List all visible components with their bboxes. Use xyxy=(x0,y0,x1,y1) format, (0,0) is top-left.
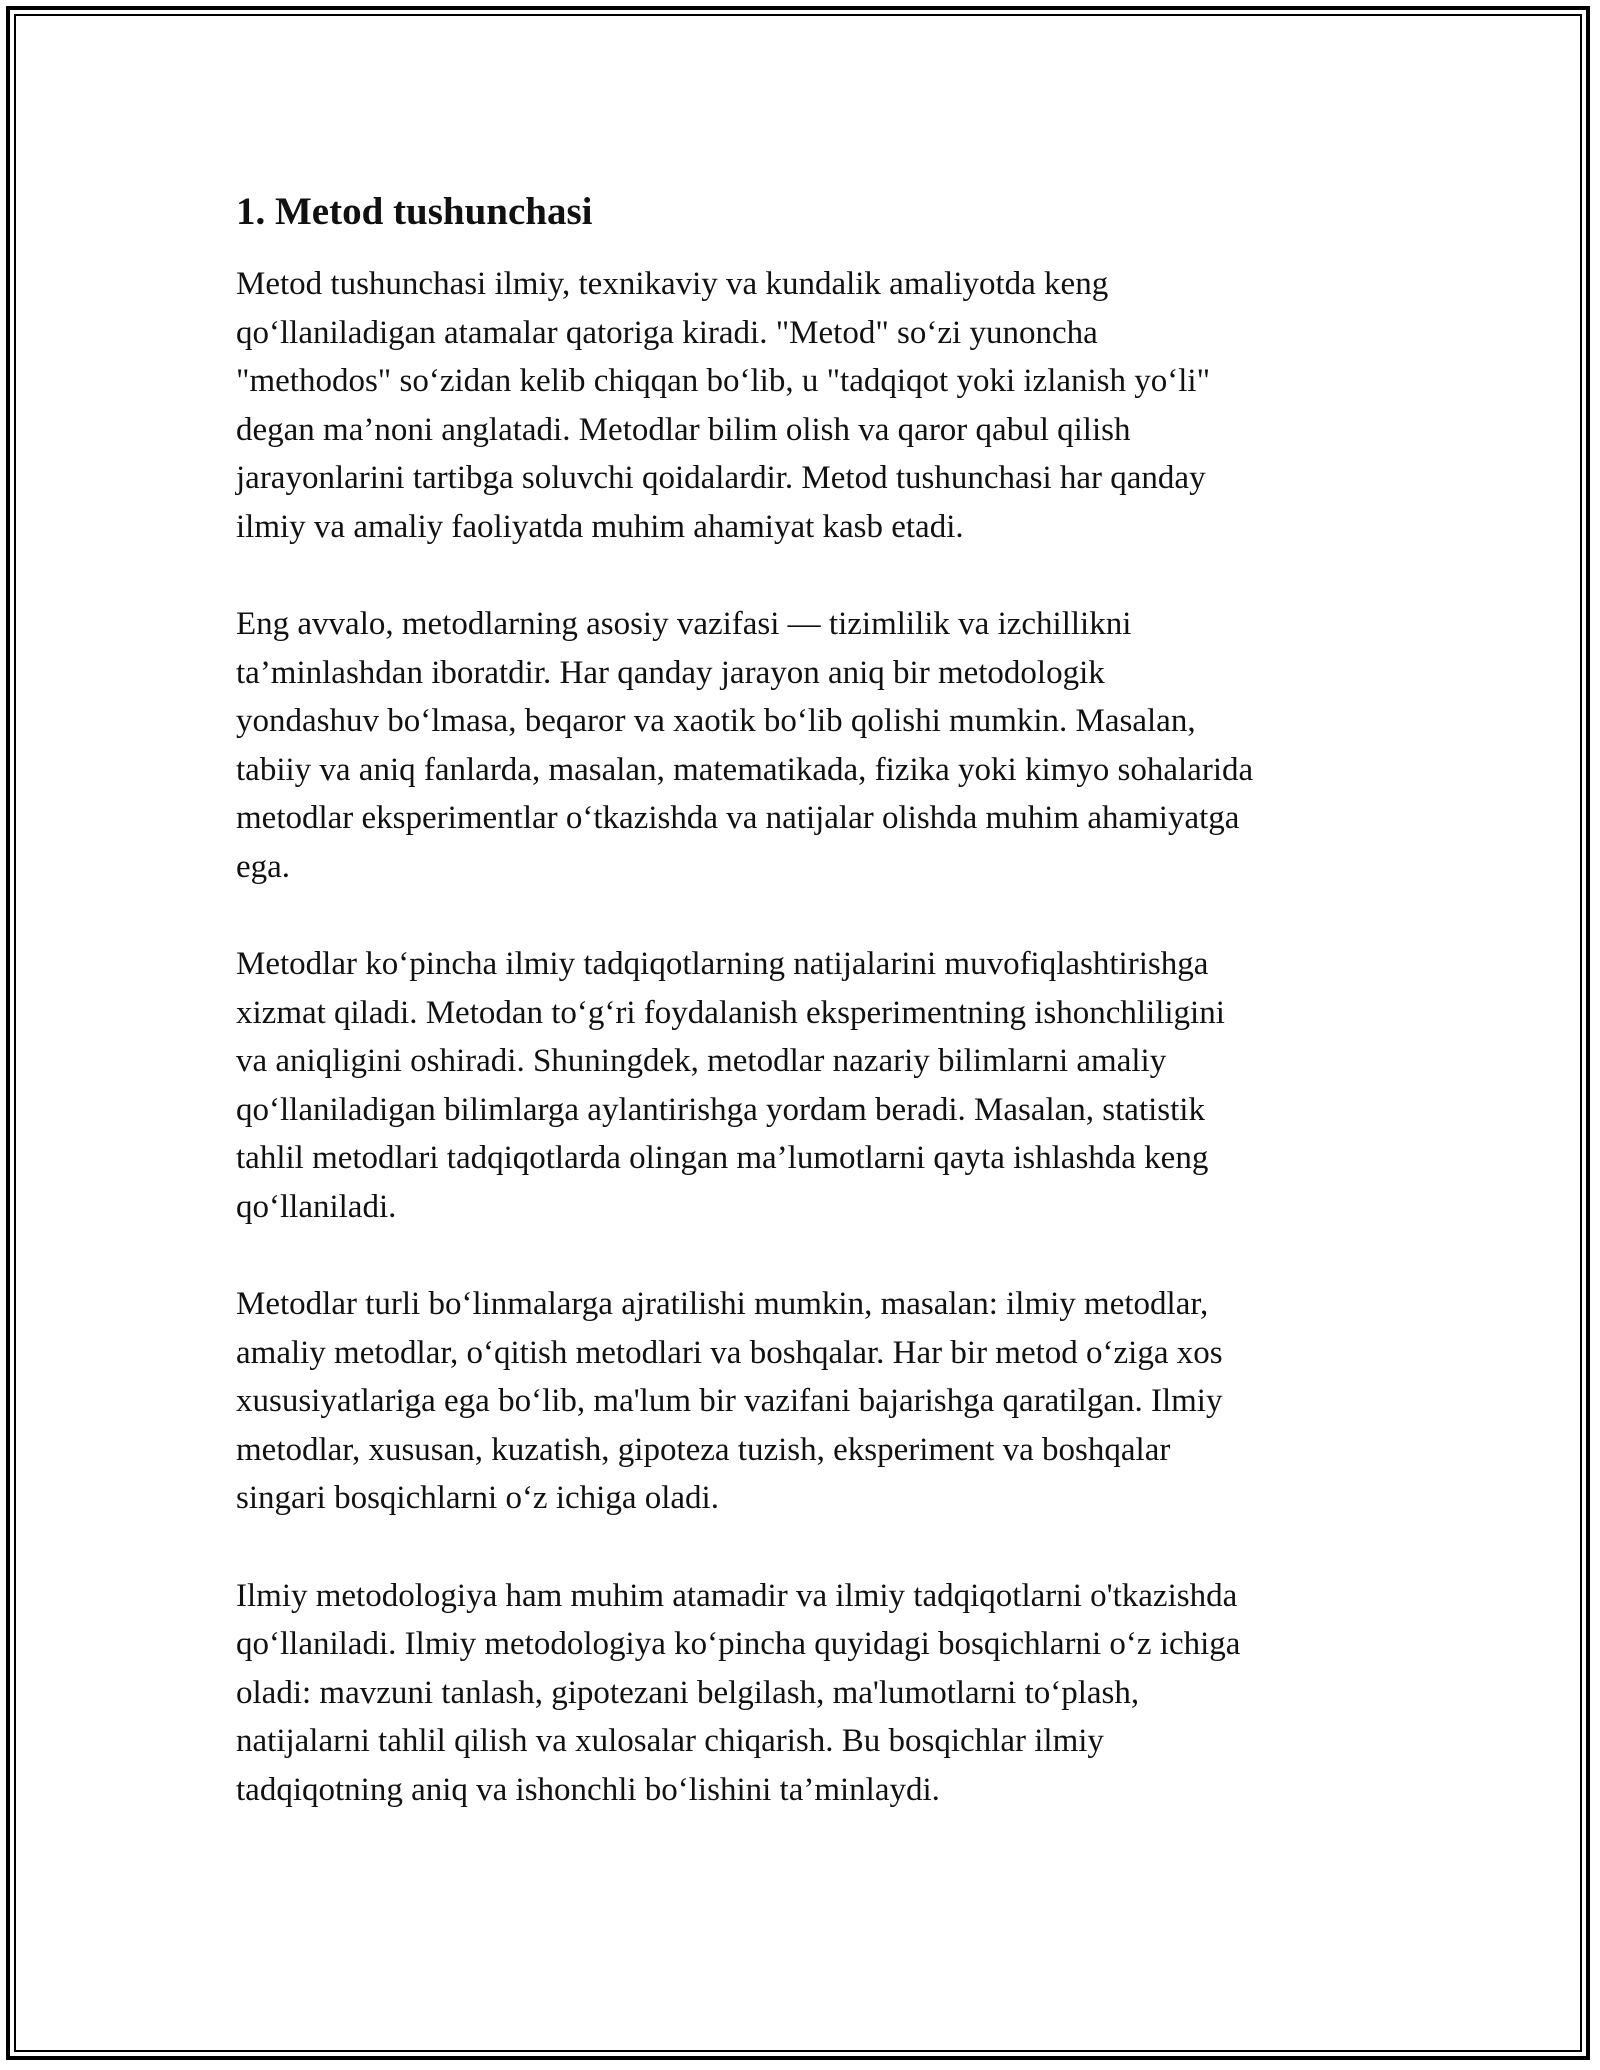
text-line: va aniqligini oshiradi. Shuningdek, metodlar nazariy bilimlarni amaliy xyxy=(236,1043,1167,1079)
text-line: Eng avvalo, metodlarning asosiy vazifasi — tizimlilik va izchillikni xyxy=(236,606,1132,642)
text-line: ilmiy va amaliy faoliyatda muhim ahamiyat kasb etadi. xyxy=(236,508,964,545)
text-line: qo‘llaniladigan atamalar qatoriga kiradi. "Metod" so‘zi yunoncha xyxy=(236,314,1098,351)
text-line: qo‘llaniladi. Ilmiy metodologiya ko‘pincha quyidagi bosqichlarni o‘z ichiga xyxy=(236,1626,1241,1662)
text-line: qo‘llaniladigan bilimlarga aylantirishga yordam beradi. Masalan, statistik xyxy=(236,1091,1205,1128)
text-line: "methodos" so‘zidan kelib chiqqan bo‘lib, u "tadqiqot yoki izlanish yo‘li" xyxy=(236,363,1211,399)
paragraph-4 xyxy=(236,1280,1396,1523)
text-line: tadqiqotning aniq va ishonchli bo‘lishini ta’minlaydi. xyxy=(236,1771,940,1808)
paragraph-5 xyxy=(236,1572,1396,1815)
text-line: ega. xyxy=(236,848,291,885)
text-line: metodlar eksperimentlar o‘tkazishda va natijalar olishda muhim ahamiyatga xyxy=(236,800,1240,836)
text-line: degan ma’noni anglatadi. Metodlar bilim olish va qaror qabul qilish xyxy=(236,411,1131,448)
text-line: yondashuv bo‘lmasa, beqaror va xaotik bo‘lib qolishi mumkin. Masalan, xyxy=(236,703,1196,739)
text-line: tabiiy va aniq fanlarda, masalan, matematikada, fizika yoki kimyo sohalarida xyxy=(236,751,1254,788)
text-line: metodlar, xususan, kuzatish, gipoteza tuzish, eksperiment va boshqalar xyxy=(236,1431,1171,1468)
text-line: Metod tushunchasi ilmiy, texnikaviy va kundalik amaliyotda keng xyxy=(236,266,1109,302)
text-line: xususiyatlariga ega bo‘lib, ma'lum bir vazifani bajarishga qaratilgan. Ilmiy xyxy=(236,1383,1223,1419)
text-line: oladi: mavzuni tanlash, gipotezani belgilash, ma'lumotlarni to‘plash, xyxy=(236,1674,1140,1711)
text-line: tahlil metodlari tadqiqotlarda olingan ma’lumotlarni qayta ishlashda keng xyxy=(236,1140,1209,1176)
text-line: jarayonlarini tartibga soluvchi qoidalardir. Metod tushunchasi har qanday xyxy=(236,460,1206,496)
paragraph-2 xyxy=(236,600,1396,891)
text-line: natijalarni tahlil qilish va xulosalar chiqarish. Bu bosqichlar ilmiy xyxy=(236,1723,1104,1759)
paragraph-1 xyxy=(236,260,1396,551)
text-line: ta’minlashdan iboratdir. Har qanday jarayon aniq bir metodologik xyxy=(236,654,1105,691)
paragraph-3 xyxy=(236,940,1396,1231)
text-line: Metodlar turli bo‘linmalarga ajratilishi mumkin, masalan: ilmiy metodlar, xyxy=(236,1286,1209,1322)
section-heading: 1. Metod tushunchasi xyxy=(236,190,593,233)
text-line: xizmat qiladi. Metodan to‘g‘ri foydalanish eksperimentning ishonchliligini xyxy=(236,994,1225,1031)
document-body xyxy=(236,186,1396,1863)
text-line: Ilmiy metodologiya ham muhim atamadir va ilmiy tadqiqotlarni o'tkazishda xyxy=(236,1577,1238,1614)
text-line: Metodlar ko‘pincha ilmiy tadqiqotlarning natijalarini muvofiqlashtirishga xyxy=(236,946,1209,982)
text-line: singari bosqichlarni o‘z ichiga oladi. xyxy=(236,1480,719,1516)
text-line: amaliy metodlar, o‘qitish metodlari va boshqalar. Har bir metod o‘ziga xos xyxy=(236,1334,1223,1371)
text-line: qo‘llaniladi. xyxy=(236,1188,397,1225)
